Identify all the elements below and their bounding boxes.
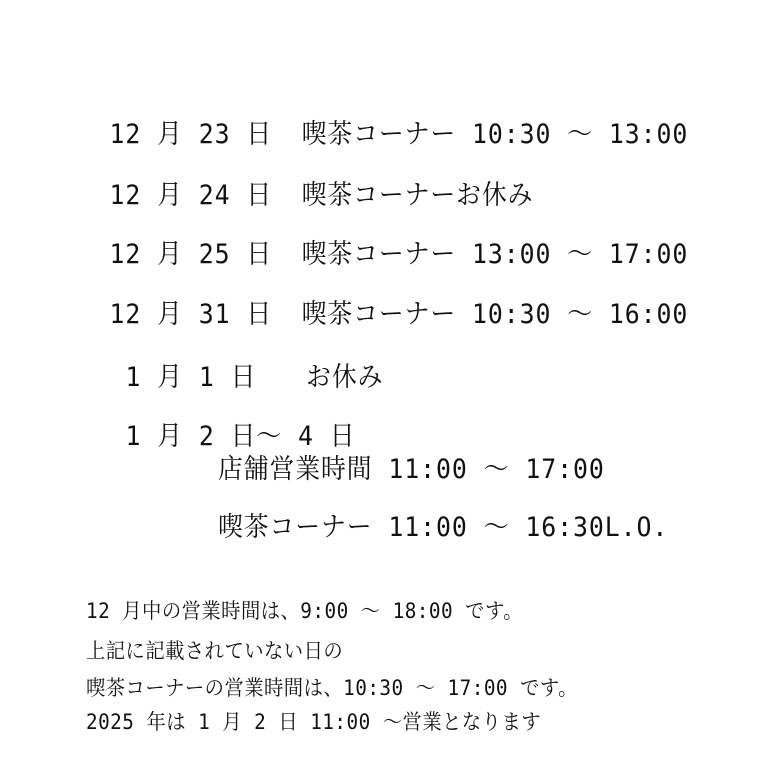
schedule-detail: 喫茶コーナー 10:30 〜 16:00 <box>301 299 689 330</box>
schedule-detail: 喫茶コーナー 10:30 〜 13:00 <box>301 119 689 150</box>
schedule-detail: 喫茶コーナーお休み <box>301 180 534 211</box>
schedule-detail: 喫茶コーナー 13:00 〜 17:00 <box>301 239 689 270</box>
note-line: 喫茶コーナーの営業時間は、10:30 〜 17:00 です。 <box>86 676 578 700</box>
schedule-date: 1 月 1 日 <box>125 362 257 393</box>
schedule-date: 12 月 23 日 <box>109 119 273 150</box>
schedule-date: 12 月 25 日 <box>109 239 273 270</box>
cafe-hours: 喫茶コーナー 11:00 〜 16:30L.O. <box>218 512 669 543</box>
note-line: 12 月中の営業時間は、9:00 〜 18:00 です。 <box>86 599 523 623</box>
store-hours: 店舗営業時間 11:00 〜 17:00 <box>218 454 605 485</box>
schedule-detail: お休み <box>306 362 384 393</box>
schedule-date: 12 月 31 日 <box>109 299 273 330</box>
schedule-date: 1 月 2 日〜 4 日 <box>125 421 356 452</box>
note-line: 上記に記載されていない日の <box>86 639 344 663</box>
note-line: 2025 年は 1 月 2 日 11:00 〜営業となります <box>86 710 542 734</box>
schedule-date: 12 月 24 日 <box>109 180 273 211</box>
